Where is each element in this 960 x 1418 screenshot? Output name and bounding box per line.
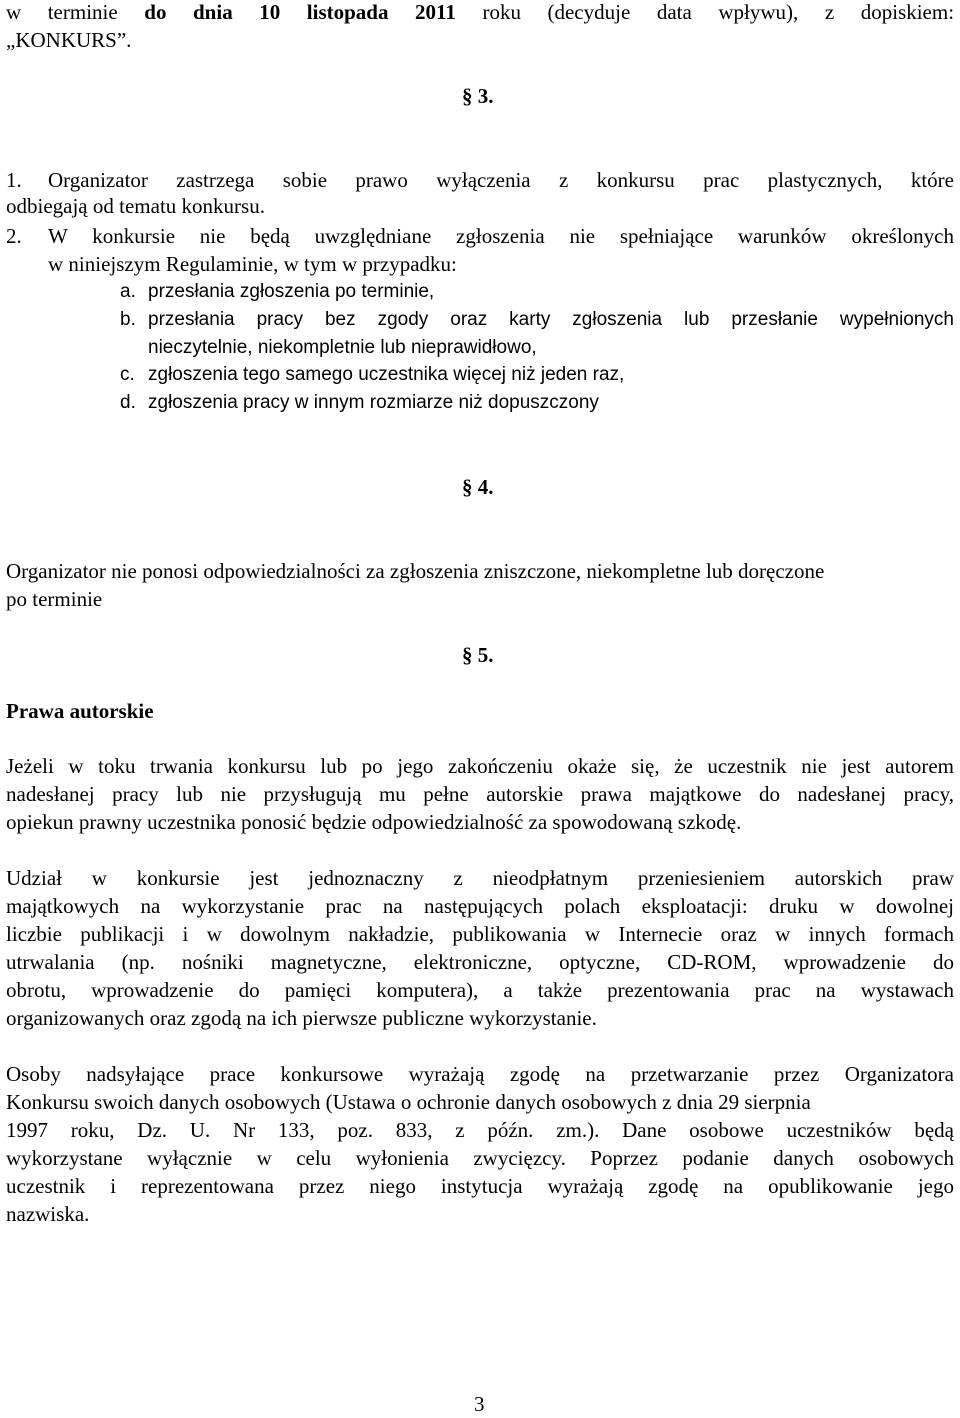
paragraph-line: nazwiska. (6, 1202, 90, 1226)
section-4-heading: § 4. (462, 475, 494, 499)
list-item-text: Organizator zastrzega sobie prawo wyłączenia z konkursu prac plastycznych, które (48, 168, 954, 192)
paragraph-line: utrwalania (np. nośniki magnetyczne, elektroniczne, optyczne, CD-ROM, wprowadzenie do (6, 950, 954, 974)
paragraph-line: wykorzystane wyłącznie w celu wyłonienia zwycięzcy. Poprzez podanie danych osobowych (6, 1146, 954, 1170)
prawa-autorskie-heading: Prawa autorskie (6, 699, 154, 723)
sublist-text: przesłania zgłoszenia po terminie, (148, 281, 435, 302)
paragraph-line: liczbie publikacji i w dowolnym nakładzie, publikowania w Internecie oraz w innych formach (6, 922, 954, 946)
deadline-prefix: w terminie (6, 0, 118, 24)
deadline-suffix: roku (decyduje data wpływu), z dopiskiem: (482, 0, 955, 24)
paragraph-line: uczestnik i reprezentowana przez niego instytucja wyrażają zgodę na opublikowanie jego (6, 1174, 954, 1198)
sublist-letter: d. (120, 392, 136, 413)
list-item-text: W konkursie nie będą uwzględniane zgłoszenia nie spełniające warunków określonych (48, 224, 954, 248)
paragraph-line: obrotu, wprowadzenie do pamięci komputera), a także prezentowania prac na wystawach (6, 978, 954, 1002)
paragraph-2 (6, 864, 954, 1032)
section-5-heading: § 5. (462, 643, 494, 667)
sublist-text: przesłania pracy bez zgody oraz karty zgłoszenia lub przesłanie wypełnionych (148, 309, 954, 330)
deadline-date: do dnia 10 listopada 2011 (144, 0, 456, 24)
konkurs-tag: „KONKURS”. (6, 28, 132, 52)
paragraph-line: nadesłanej pracy lub nie przysługują mu pełne autorskie prawa majątkowe do nadesłanej pracy, (6, 782, 954, 806)
paragraph-1 (6, 752, 954, 836)
sublist-text: zgłoszenia pracy w innym rozmiarze niż dopuszczony (148, 392, 599, 413)
paragraph-line: opiekun prawny uczestnika ponosić będzie odpowiedzialność za spowodowaną szkodę. (6, 810, 742, 834)
paragraph-line: organizowanych oraz zgodą na ich pierwsze publiczne wykorzystanie. (6, 1006, 597, 1030)
sublist-text: zgłoszenia tego samego uczestnika więcej niż jeden raz, (148, 364, 625, 385)
sublist-text-continued: nieczytelnie, niekompletnie lub nieprawidłowo, (148, 337, 537, 358)
paragraph-3 (6, 1060, 954, 1228)
section-3-heading: § 3. (462, 84, 494, 108)
paragraph-line: Udział w konkursie jest jednoznaczny z nieodpłatnym przeniesieniem autorskich praw (6, 866, 954, 890)
paragraph-line: 1997 roku, Dz. U. Nr 133, poz. 833, z późn. zm.). Dane osobowe uczestników będą (6, 1118, 954, 1142)
paragraph-line: Osoby nadsyłające prace konkursowe wyrażają zgodę na przetwarzanie przez Organizatora (6, 1062, 954, 1086)
page-number: 3 (474, 1392, 485, 1416)
list-item-number: 2. (6, 224, 22, 248)
list-item-text: w niniejszym Regulaminie, w tym w przypadku: (48, 252, 457, 276)
list-item-text: odbiegają od tematu konkursu. (6, 194, 265, 218)
section-4-text-line2: po terminie (6, 587, 103, 611)
sublist-letter: b. (120, 309, 136, 330)
section-4-text-line1: Organizator nie ponosi odpowiedzialności za zgłoszenia zniszczone, niekompletne lub doręczone (6, 559, 825, 583)
sublist-letter: a. (120, 281, 136, 302)
paragraph-line: Konkursu swoich danych osobowych (Ustawa o ochronie danych osobowych z dnia 29 sierpnia (6, 1090, 811, 1114)
paragraph-line: Jeżeli w toku trwania konkursu lub po jego zakończeniu okaże się, że uczestnik nie jest autorem (6, 754, 954, 778)
deadline-line (6, 0, 954, 26)
sublist-letter: c. (120, 364, 135, 385)
paragraph-line: majątkowych na wykorzystanie prac na następujących polach eksploatacji: druku w dowolnej (6, 894, 954, 918)
list-item-number: 1. (6, 168, 22, 192)
